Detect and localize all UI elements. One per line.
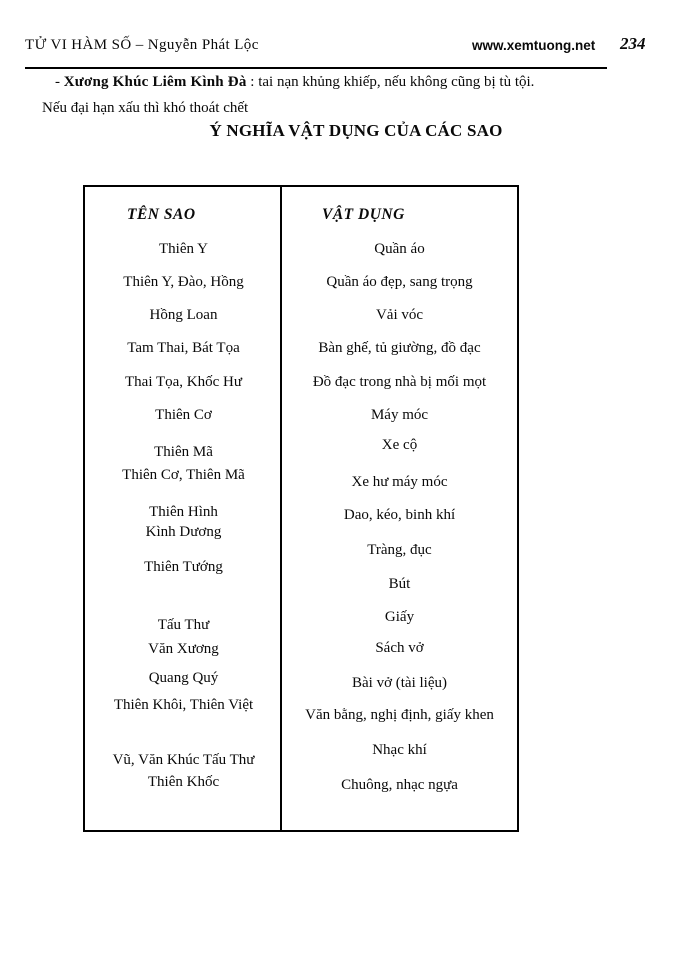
star-name-cell: Thai Tọa, Khốc Hư: [125, 374, 242, 390]
usage-cell: Quần áo đẹp, sang trọng: [326, 274, 473, 290]
star-name-cell: Hồng Loan: [149, 307, 218, 323]
star-name-cell: Kình Dương: [145, 524, 222, 540]
usage-cell: Văn bằng, nghị định, giấy khen: [305, 707, 494, 723]
usage-cell: Giấy: [384, 609, 415, 625]
star-name-cell: Thiên Tướng: [144, 559, 223, 575]
star-name-cell: Văn Xương: [148, 641, 219, 657]
usage-cell: Xe hư máy móc: [351, 474, 448, 490]
star-name-cell: Vũ, Văn Khúc Tấu Thư: [112, 752, 255, 768]
star-name-cell: Thiên Hình: [149, 504, 218, 520]
usage-cell: Quần áo: [374, 241, 425, 257]
intro-line-1-rest: : tai nạn khủng khiếp, nếu không cũng bị tù tội.: [246, 74, 535, 90]
col-header-vat-dung: VẬT DỤNG: [322, 206, 405, 223]
usage-cell: Sách vở: [375, 640, 424, 656]
star-name-cell: Tam Thai, Bát Tọa: [127, 340, 240, 356]
intro-line-1: [55, 72, 534, 92]
usage-cell: Bút: [388, 576, 411, 592]
intro-line-1-dash: -: [55, 74, 64, 90]
col-header-ten-sao: TÊN SAO: [127, 206, 196, 223]
section-title: Ý NGHĨA VẬT DỤNG CỦA CÁC SAO: [209, 121, 503, 140]
star-table: [83, 185, 519, 832]
page-number: 234: [620, 34, 646, 53]
book-title: TỬ VI HÀM SỐ – Nguyễn Phát Lộc: [25, 37, 259, 53]
star-combo-bold: Xương Khúc Liêm Kình Đà: [63, 74, 247, 90]
usage-cell: Bài vở (tài liệu): [352, 675, 447, 691]
usage-cell: Xe cộ: [381, 437, 418, 453]
star-name-cell: Thiên Y, Đào, Hồng: [123, 274, 244, 290]
usage-cell: Chuông, nhạc ngựa: [341, 777, 458, 793]
star-name-cell: Thiên Y: [158, 241, 208, 257]
star-name-cell: Tấu Thư: [157, 617, 210, 633]
usage-cell: Máy móc: [370, 407, 429, 423]
usage-cell: Tràng, đục: [367, 542, 432, 558]
star-name-cell: Thiên Cơ: [155, 407, 212, 423]
header-rule: [25, 67, 607, 69]
usage-cell: Nhạc khí: [372, 742, 427, 758]
usage-cell: Bàn ghế, tủ giường, đồ đạc: [318, 340, 481, 356]
star-name-cell: Quang Quý: [148, 670, 219, 686]
intro-line-2: Nếu đại hạn xấu thì khó thoát chết: [42, 100, 249, 116]
star-name-cell: Thiên Cơ, Thiên Mã: [122, 467, 245, 483]
usage-cell: Vải vóc: [375, 307, 424, 323]
star-name-cell: Thiên Khốc: [147, 774, 220, 790]
usage-cell: Đồ đạc trong nhà bị mối mọt: [312, 374, 487, 390]
site-url: www.xemtuong.net: [472, 38, 596, 53]
usage-cell: Dao, kéo, binh khí: [343, 507, 456, 523]
star-name-cell: Thiên Mã: [154, 444, 213, 460]
star-name-cell: Thiên Khôi, Thiên Việt: [113, 697, 254, 713]
